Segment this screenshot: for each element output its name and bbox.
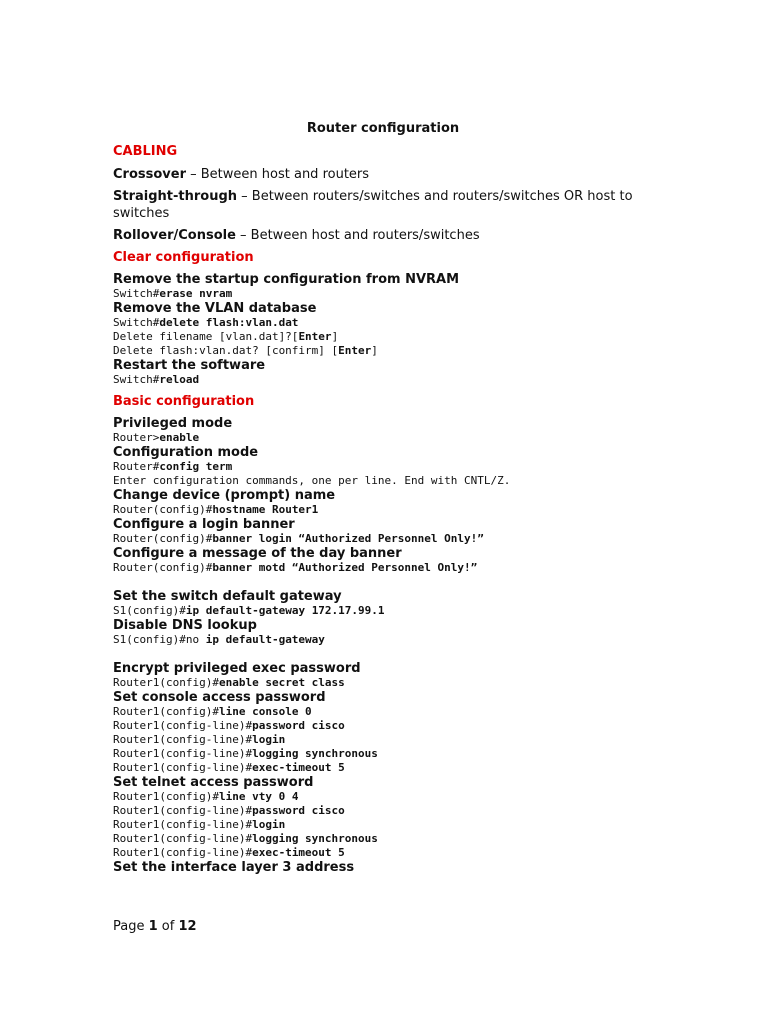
step-label: Set the switch default gateway: [113, 589, 342, 604]
command-prompt: Router1(config)#: [113, 705, 219, 718]
command-line: [113, 818, 653, 832]
clear-config-steps: [113, 272, 653, 387]
step-label: Set the interface layer 3 address: [113, 860, 355, 875]
command-prompt: S1(config)#: [113, 604, 186, 617]
spacer: [113, 575, 653, 589]
command-text: exec-timeout 5: [252, 761, 345, 774]
current-page-number: 1: [148, 919, 158, 934]
command-text: delete flash:vlan.dat: [159, 316, 299, 329]
command-prompt: Switch#: [113, 316, 160, 329]
command-line: [113, 705, 653, 719]
step-label: Configure a message of the day banner: [113, 546, 402, 561]
cabling-description: – Between host and routers/switches: [235, 228, 480, 243]
command-text: login: [252, 818, 286, 831]
cabling-term: Rollover/Console: [113, 228, 236, 243]
command-prompt: S1(config)#no: [113, 633, 206, 646]
command-line: [113, 373, 653, 387]
command-prompt: Router#: [113, 460, 160, 473]
document-body: [113, 120, 653, 875]
command-prompt: Router1(config-line)#: [113, 818, 253, 831]
command-line: [113, 460, 653, 474]
basic-config-heading: Basic configuration: [113, 394, 255, 409]
cabling-heading: CABLING: [113, 144, 178, 159]
command-text: config term: [159, 460, 233, 473]
cabling-item: [113, 188, 653, 222]
command-prompt: Router1(config-line)#: [113, 733, 253, 746]
command-tail: ]: [371, 344, 378, 357]
command-line: [113, 287, 653, 301]
step-label: Change device (prompt) name: [113, 488, 336, 503]
command-prompt: Router>: [113, 431, 160, 444]
command-prompt: Switch#: [113, 287, 160, 300]
command-line: [113, 719, 653, 733]
cabling-term: Crossover: [113, 167, 186, 182]
step-label: Remove the VLAN database: [113, 301, 317, 316]
command-line: [113, 633, 653, 647]
command-line: [113, 804, 653, 818]
step-label: Configure a login banner: [113, 517, 295, 532]
step-label: Set telnet access password: [113, 775, 314, 790]
command-line: [113, 790, 653, 804]
command-line: [113, 747, 653, 761]
cabling-term: Straight-through: [113, 189, 238, 204]
basic-config-steps-2: [113, 589, 653, 647]
step-label: Restart the software: [113, 358, 266, 373]
command-text: login: [252, 733, 286, 746]
command-line: [113, 676, 653, 690]
command-prompt: Router1(config-line)#: [113, 719, 253, 732]
command-text: banner login “Authorized Personnel Only!”: [212, 532, 484, 545]
command-prompt: Router1(config-line)#: [113, 761, 253, 774]
page-title: Router configuration: [306, 121, 460, 136]
cabling-description: – Between routers/switches and routers/switches OR host to switches: [113, 189, 633, 221]
command-text: reload: [159, 373, 200, 386]
command-line: [113, 503, 653, 517]
command-text: enable secret class: [218, 676, 345, 689]
command-line: [113, 330, 653, 344]
command-line: [113, 761, 653, 775]
cabling-description: – Between host and routers: [186, 167, 370, 182]
step-label: Remove the startup configuration from NVRAM: [113, 272, 460, 287]
command-text: ip default-gateway 172.17.99.1: [185, 604, 385, 617]
command-prompt: Switch#: [113, 373, 160, 386]
command-text: Enter: [298, 330, 332, 343]
command-prompt: Router(config)#: [113, 532, 213, 545]
command-text: logging synchronous: [252, 747, 378, 760]
clear-config-heading: Clear configuration: [113, 250, 254, 265]
command-prompt: Router1(config-line)#: [113, 747, 253, 760]
command-prompt: Router1(config)#: [113, 676, 219, 689]
command-line: [113, 561, 653, 575]
command-line: [113, 344, 653, 358]
command-prompt: Delete filename [vlan.dat]?[: [113, 330, 299, 343]
cabling-item: [113, 166, 653, 183]
command-text: password cisco: [252, 719, 345, 732]
command-prompt: Router1(config-line)#: [113, 804, 253, 817]
step-label: Disable DNS lookup: [113, 618, 257, 633]
basic-config-steps-1: [113, 416, 653, 575]
footer-prefix: Page: [113, 919, 149, 934]
command-text: logging synchronous: [252, 832, 378, 845]
command-text: erase nvram: [159, 287, 233, 300]
step-label: Privileged mode: [113, 416, 233, 431]
command-line: [113, 532, 653, 546]
command-prompt: Delete flash:vlan.dat? [confirm] [: [113, 344, 339, 357]
footer-of: of: [157, 919, 179, 934]
step-label: Set console access password: [113, 690, 326, 705]
command-text: exec-timeout 5: [252, 846, 345, 859]
command-text: line console 0: [218, 705, 312, 718]
basic-config-steps-3: [113, 661, 653, 875]
spacer: [113, 647, 653, 661]
command-line: [113, 832, 653, 846]
command-prompt: Router1(config-line)#: [113, 832, 253, 845]
step-label: Configuration mode: [113, 445, 259, 460]
page-footer: [113, 918, 197, 935]
command-text: password cisco: [252, 804, 345, 817]
command-prompt: Router(config)#: [113, 503, 213, 516]
command-text: enable: [159, 431, 200, 444]
command-text: line vty 0 4: [218, 790, 299, 803]
command-line: [113, 431, 653, 445]
cabling-list: [113, 166, 653, 244]
command-line: [113, 474, 653, 488]
command-prompt: Router(config)#: [113, 561, 213, 574]
cabling-item: [113, 227, 653, 244]
command-line: [113, 604, 653, 618]
command-text: ip default-gateway: [205, 633, 325, 646]
command-prompt: Router1(config)#: [113, 790, 219, 803]
command-text: banner motd “Authorized Personnel Only!”: [212, 561, 478, 574]
command-tail: ]: [331, 330, 339, 343]
step-label: Encrypt privileged exec password: [113, 661, 361, 676]
command-line: [113, 316, 653, 330]
command-text: hostname Router1: [212, 503, 319, 516]
command-text: Enter: [338, 344, 372, 357]
total-page-count: 12: [178, 919, 197, 934]
command-prompt: Enter configuration commands, one per line. End with CNTL/Z.: [113, 474, 511, 487]
command-line: [113, 846, 653, 860]
command-prompt: Router1(config-line)#: [113, 846, 253, 859]
command-line: [113, 733, 653, 747]
